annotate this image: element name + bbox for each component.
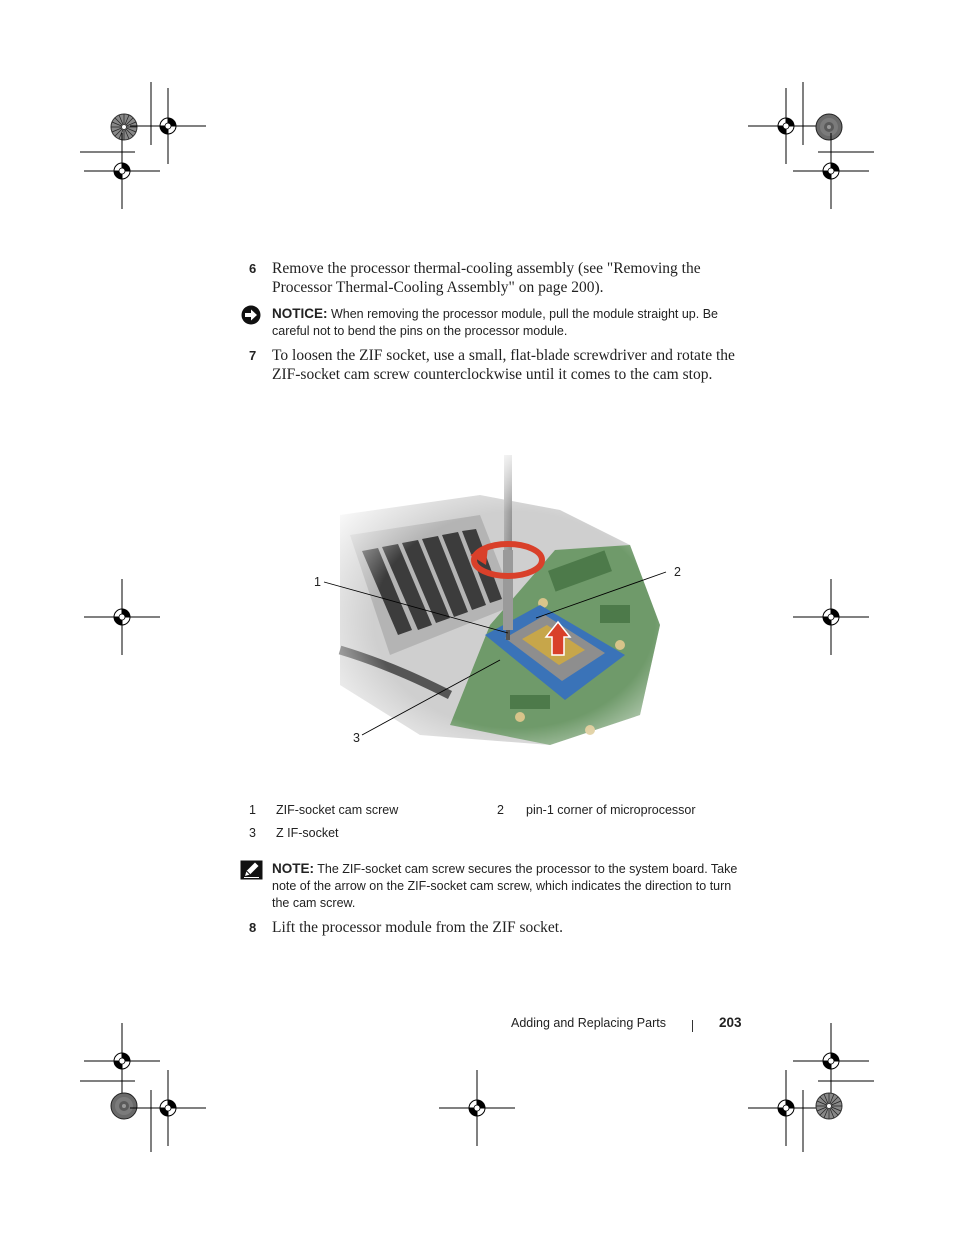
system-board-illustration: [300, 455, 690, 755]
note-text: The ZIF-socket cam screw secures the processor to the system board. Take note of the arrow on the ZIF-socket cam screw, which indicates the direction to turn the cam screw.: [272, 862, 738, 910]
notice-label: NOTICE:: [272, 306, 328, 321]
legend-label: pin-1 corner of microprocessor: [526, 803, 696, 817]
step-text: To loosen the ZIF socket, use a small, flat-blade screwdriver and rotate the ZIF-socket cam screw counterclockwise until it comes to the cam stop.: [272, 347, 735, 383]
note-pencil-icon: [240, 860, 263, 880]
step-number: 6: [249, 261, 257, 276]
legend-number: 2: [497, 803, 504, 817]
step-text: Lift the processor module from the ZIF socket.: [272, 919, 563, 936]
note-label: NOTE:: [272, 861, 314, 876]
footer-divider: [692, 1020, 693, 1032]
step-number: 8: [249, 920, 257, 935]
legend-number: 1: [249, 803, 256, 817]
step-text: Remove the processor thermal-cooling assembly (see "Removing the Processor Thermal-Cooling Assembly" on page 200).: [272, 260, 701, 296]
notice-icon: [240, 305, 263, 325]
legend-label: Z IF-socket: [276, 826, 339, 840]
notice-text: When removing the processor module, pull the module straight up. Be careful not to bend the pins on the processor module.: [272, 307, 718, 338]
legend-number: 3: [249, 826, 256, 840]
footer-section-title: Adding and Replacing Parts: [511, 1016, 666, 1030]
zif-socket-figure: [300, 455, 690, 755]
page-number: 203: [719, 1015, 742, 1030]
callout-3: 3: [353, 731, 360, 745]
callout-2: 2: [674, 565, 681, 579]
legend-label: ZIF-socket cam screw: [276, 803, 399, 817]
step-number: 7: [249, 348, 257, 363]
callout-1: 1: [314, 575, 321, 589]
